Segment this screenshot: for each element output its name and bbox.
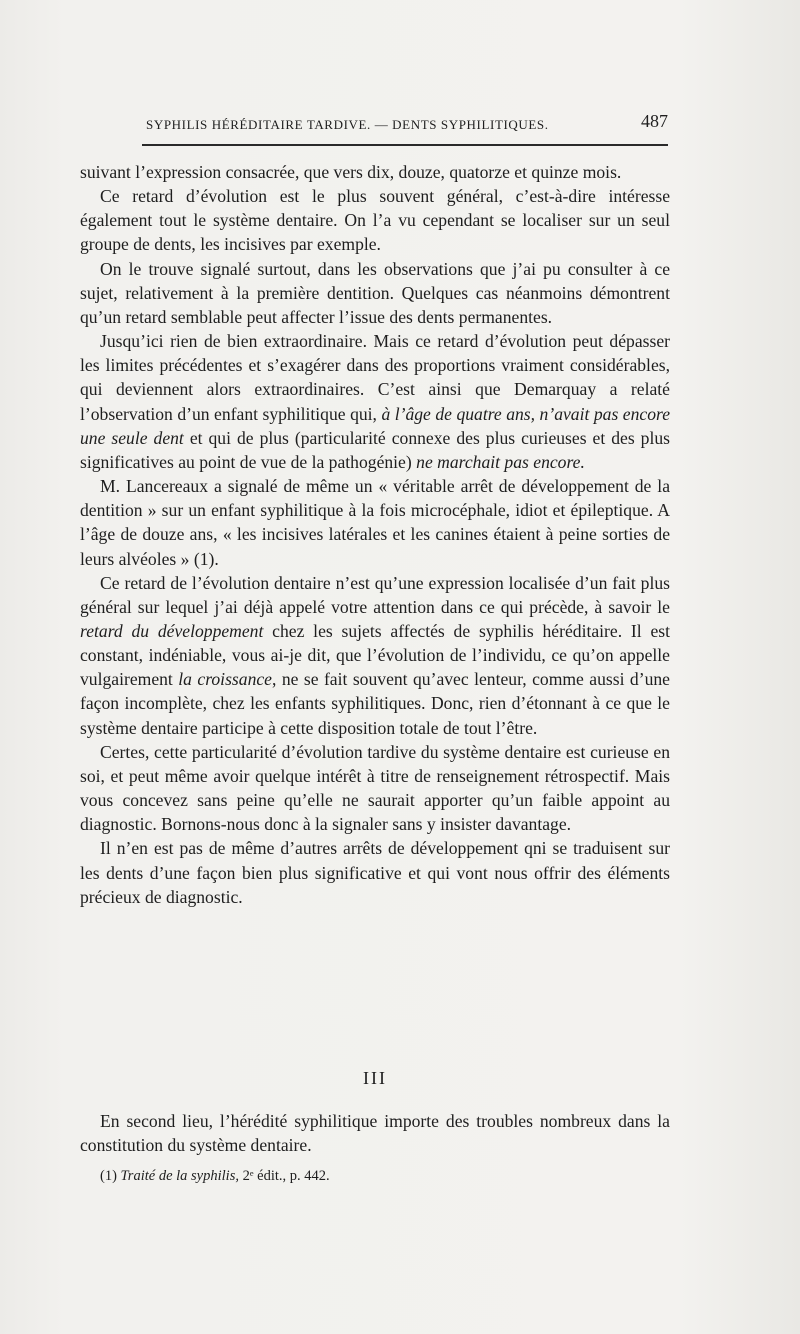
paragraph — [80, 329, 670, 474]
running-title: SYPHILIS HÉRÉDITAIRE TARDIVE. — DENTS SYPHILITIQUES. — [146, 117, 549, 132]
text-run: On le trouve signalé surtout, dans les observations que j’ai pu consulter à ce sujet, relativement à la première dentition. Quelques cas néanmoins démontrent qu’un retard semblable peut affecter l’issue des dents permanentes. — [80, 258, 670, 327]
text-run: suivant l’expression consacrée, que vers dix, douze, quatorze et quinze mois. — [80, 162, 622, 182]
footnote-title: Traité de la syphilis, — [120, 1168, 239, 1184]
footnote — [100, 1168, 660, 1185]
text-run: Ce retard d’évolution est le plus souvent général, c’est-à-dire intéresse également tout le système dentaire. On l’a vu cependant se localiser sur un seul groupe de dents, les incisives par exemple. — [80, 186, 670, 255]
paragraph — [80, 184, 670, 256]
italic-run: la croissance — [178, 669, 272, 690]
text-run: et qui de plus (particularité connexe des plus curieuses et des plus significatives au point de vue de la pathogénie) — [80, 427, 671, 472]
running-header — [146, 111, 668, 139]
text-run: chez les sujets affectés de syphilis héréditaire. Il est constant, indéniable, vous ai-je dit, que l’évolution de l’individu, ce qu’on appelle vulgairement — [80, 620, 670, 690]
footnote-rest: 2ᵉ édit., p. 442. — [238, 1168, 330, 1184]
text-run: Certes, cette particularité d’évolution tardive du système dentaire est curieuse en soi, et peut même avoir quelque intérêt à titre de renseignement rétrospectif. Mais vous concevez sans peine qu’elle ne saurait apporter qu’un faible appoint au diagnostic. Bornons-nous donc à la signaler sans y insister davantage. — [80, 741, 670, 835]
page-number: 487 — [641, 111, 668, 131]
section-text — [80, 1109, 670, 1157]
paragraph — [80, 474, 670, 571]
section-heading: III — [363, 1068, 387, 1088]
italic-run: ne marchait pas encore. — [416, 451, 585, 472]
paragraph — [80, 740, 670, 837]
text-run: , ne se fait souvent qu’avec lenteur, comme aussi d’une façon incomplète, chez les enfants syphilitiques. Donc, rien d’étonnant à ce que le système dentaire participe à cette disposition totale de tout l’être. — [80, 669, 670, 738]
paragraph — [80, 257, 670, 329]
main-text — [80, 160, 670, 909]
text-run: Il n’en est pas de même d’autres arrêts de développement qni se traduisent sur les dents d’une façon bien plus significative et qui vont nous offrir des éléments précieux de diagnostic. — [80, 838, 670, 907]
text-run: M. Lancereaux a signalé de même un « véritable arrêt de développement de la dentition » sur un enfant syphilitique à la fois microcéphale, idiot et épileptique. A l’âge de douze ans, « les incisives latérales et les canines étaient à peine sorties de leurs alvéoles » (1). — [80, 476, 670, 569]
italic-run: retard du développement — [80, 620, 264, 641]
footnote-marker: (1) — [100, 1168, 117, 1184]
italic-run: à l’âge de quatre ans, n’avait pas encore une seule dent — [80, 403, 670, 448]
paragraph — [80, 160, 670, 184]
text-run: Ce retard de l’évolution dentaire n’est qu’une expression localisée d’un fait plus général sur lequel j’ai déjà appelé votre attention dans ce qui précède, à savoir le — [80, 572, 670, 617]
paragraph — [80, 836, 670, 908]
paragraph: En second lieu, l’hérédité syphilitique importe des troubles nombreux dans la constitution du système dentaire. — [80, 1111, 670, 1156]
paragraph — [80, 571, 670, 740]
header-rule — [142, 144, 668, 146]
text-run: Jusqu’ici rien de bien extraordinaire. Mais ce retard d’évolution peut dépasser les limites précédentes et s’exagérer dans des proportions vraiment considérables, qui deviennent alors extraordinaires. C’est ainsi que Demarquay a relaté l’observation d’un enfant syphilitique qui, — [80, 331, 670, 424]
